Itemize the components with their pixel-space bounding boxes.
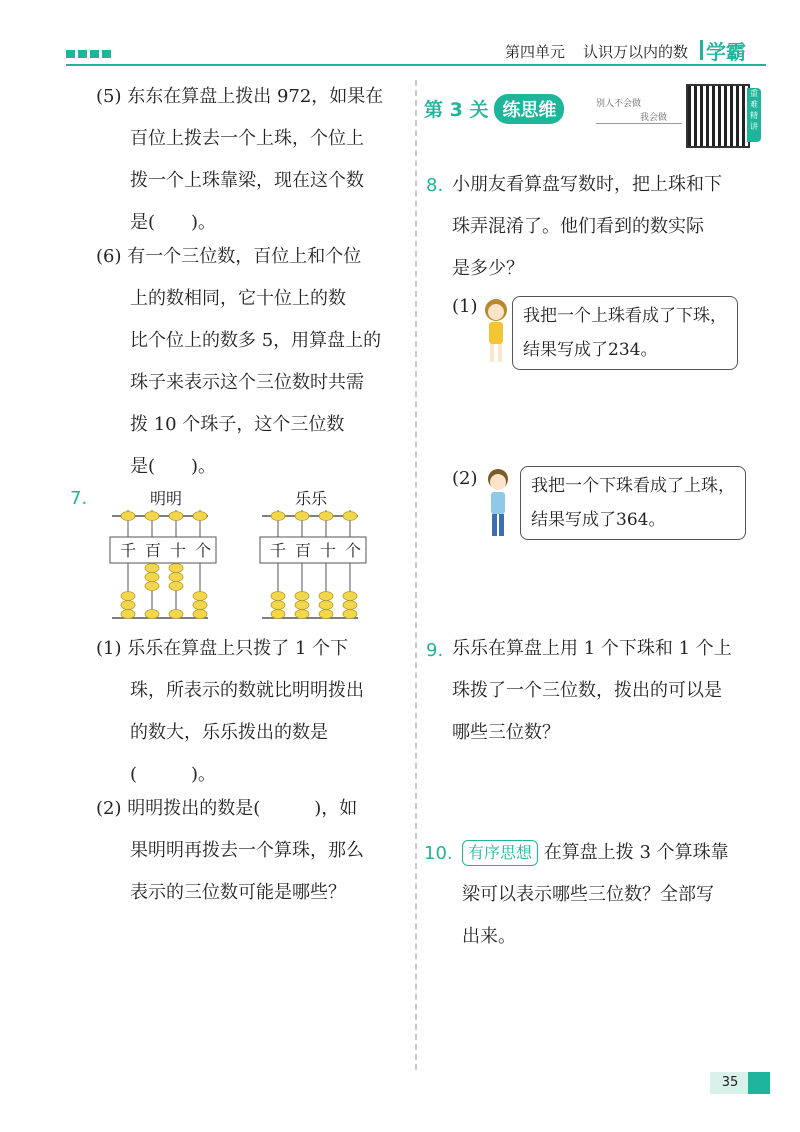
level-note-rule	[596, 123, 682, 124]
q8-sub1-label: (1)	[452, 296, 478, 317]
qr-code[interactable]	[686, 84, 750, 148]
question-7-part-2	[96, 788, 364, 914]
place-label: 百	[145, 541, 162, 560]
page-number: 35	[710, 1072, 750, 1094]
level-note-2: 我会做	[640, 113, 668, 123]
q7p2-line: (2) 明明拨出的数是( )，如	[96, 798, 358, 819]
q6-line: (6) 有一个三位数，百位上和个位	[96, 246, 362, 267]
q9-line: 珠拨了一个三位数，拨出的可以是	[452, 680, 722, 701]
level-title: 第 3 关	[424, 99, 489, 121]
column-divider	[415, 80, 417, 1070]
abacus-name-lele: 乐乐	[295, 489, 328, 508]
header-rule	[66, 64, 766, 66]
place-label: 十	[320, 541, 337, 560]
q8-line: 珠弄混淆了。他们看到的数实际	[452, 216, 704, 237]
abacus-figures	[100, 506, 400, 624]
q5-line: 是( )。	[130, 212, 217, 233]
pencil-icon	[748, 1072, 770, 1094]
level-banner	[424, 94, 564, 124]
ordered-thinking-tag: 有序思想	[462, 840, 538, 866]
question-9	[452, 628, 732, 754]
q5-line: (5) 东东在算盘上拨出 972，如果在	[96, 86, 384, 107]
q8-number: 8.	[426, 175, 444, 196]
place-label: 个	[195, 541, 212, 560]
bubble-line: 结果写成了234。	[523, 340, 658, 360]
abacus-lele	[260, 510, 366, 619]
q6-line: 珠子来表示这个三位数时共需	[130, 372, 364, 393]
question-5	[96, 76, 383, 244]
question-6	[96, 236, 381, 488]
question-7-part-1	[96, 628, 364, 796]
question-8	[452, 164, 722, 290]
place-label: 千	[120, 541, 137, 560]
q10-line: 出来。	[462, 926, 516, 947]
q5-line: 拨一个上珠靠梁，现在这个数	[130, 170, 364, 191]
girl-icon	[480, 296, 512, 368]
bubble-line: 结果写成了364。	[531, 510, 666, 530]
place-label: 百	[295, 541, 312, 560]
place-label: 个	[345, 541, 362, 560]
place-label: 千	[270, 541, 287, 560]
header-decoration	[66, 50, 111, 58]
abacus-name-mingming: 明明	[150, 489, 183, 508]
q6-line: 拨 10 个珠子，这个三位数	[130, 414, 345, 435]
q9-line: 哪些三位数？	[452, 722, 560, 743]
q7p1-line: (1) 乐乐在算盘上只拨了 1 个下	[96, 638, 349, 659]
header-separator	[700, 40, 703, 60]
qr-tag: 重难精讲	[747, 88, 761, 142]
q9-number: 9.	[426, 640, 444, 661]
question-10-cont	[462, 874, 714, 958]
q6-line: 是( )。	[130, 456, 217, 477]
q10-number: 10.	[424, 843, 453, 864]
q8-sub2-label: (2)	[452, 468, 478, 489]
q8-line: 小朋友看算盘写数时，把上珠和下	[452, 174, 722, 195]
q5-line: 百位上拨去一个上珠，个位上	[130, 128, 364, 149]
q7p1-line: 珠，所表示的数就比明明拨出	[130, 680, 364, 701]
q10-line: 梁可以表示哪些三位数？全部写	[462, 884, 714, 905]
abacus-labels-lele	[270, 538, 361, 561]
bubble-line: 我把一个上珠看成了下珠，	[523, 306, 727, 326]
bubble-line: 我把一个下珠看成了上珠，	[531, 476, 735, 496]
q8-line: 是多少？	[452, 258, 524, 279]
level-note-1: 别人不会做	[596, 99, 642, 109]
q7p2-line: 表示的三位数可能是哪些？	[130, 882, 346, 903]
question-10	[462, 832, 729, 874]
q7p1-line: 的数大，乐乐拨出的数是	[130, 722, 328, 743]
q10-line: 在算盘上拨 3 个算珠靠	[543, 842, 729, 863]
unit-label: 第四单元	[505, 43, 566, 61]
abacus-mingming	[110, 510, 216, 619]
place-label: 十	[170, 541, 187, 560]
level-badge: 练思维	[494, 94, 564, 124]
topic-label: 认识万以内的数	[583, 43, 689, 61]
brand-logo: 学霸	[706, 40, 746, 64]
q6-line: 比个位上的数多 5，用算盘上的	[130, 330, 382, 351]
q7p2-line: 果明明再拨去一个算珠，那么	[130, 840, 364, 861]
q6-line: 上的数相同，它十位上的数	[130, 288, 346, 309]
abacus-labels-mingming	[120, 538, 211, 561]
q9-line: 乐乐在算盘上用 1 个下珠和 1 个上	[452, 638, 732, 659]
speech-bubble-2	[520, 466, 746, 540]
speech-bubble-1	[512, 296, 738, 370]
q7-number: 7.	[70, 488, 88, 509]
q7p1-line: ( )。	[130, 764, 217, 785]
boy-icon	[482, 466, 514, 542]
